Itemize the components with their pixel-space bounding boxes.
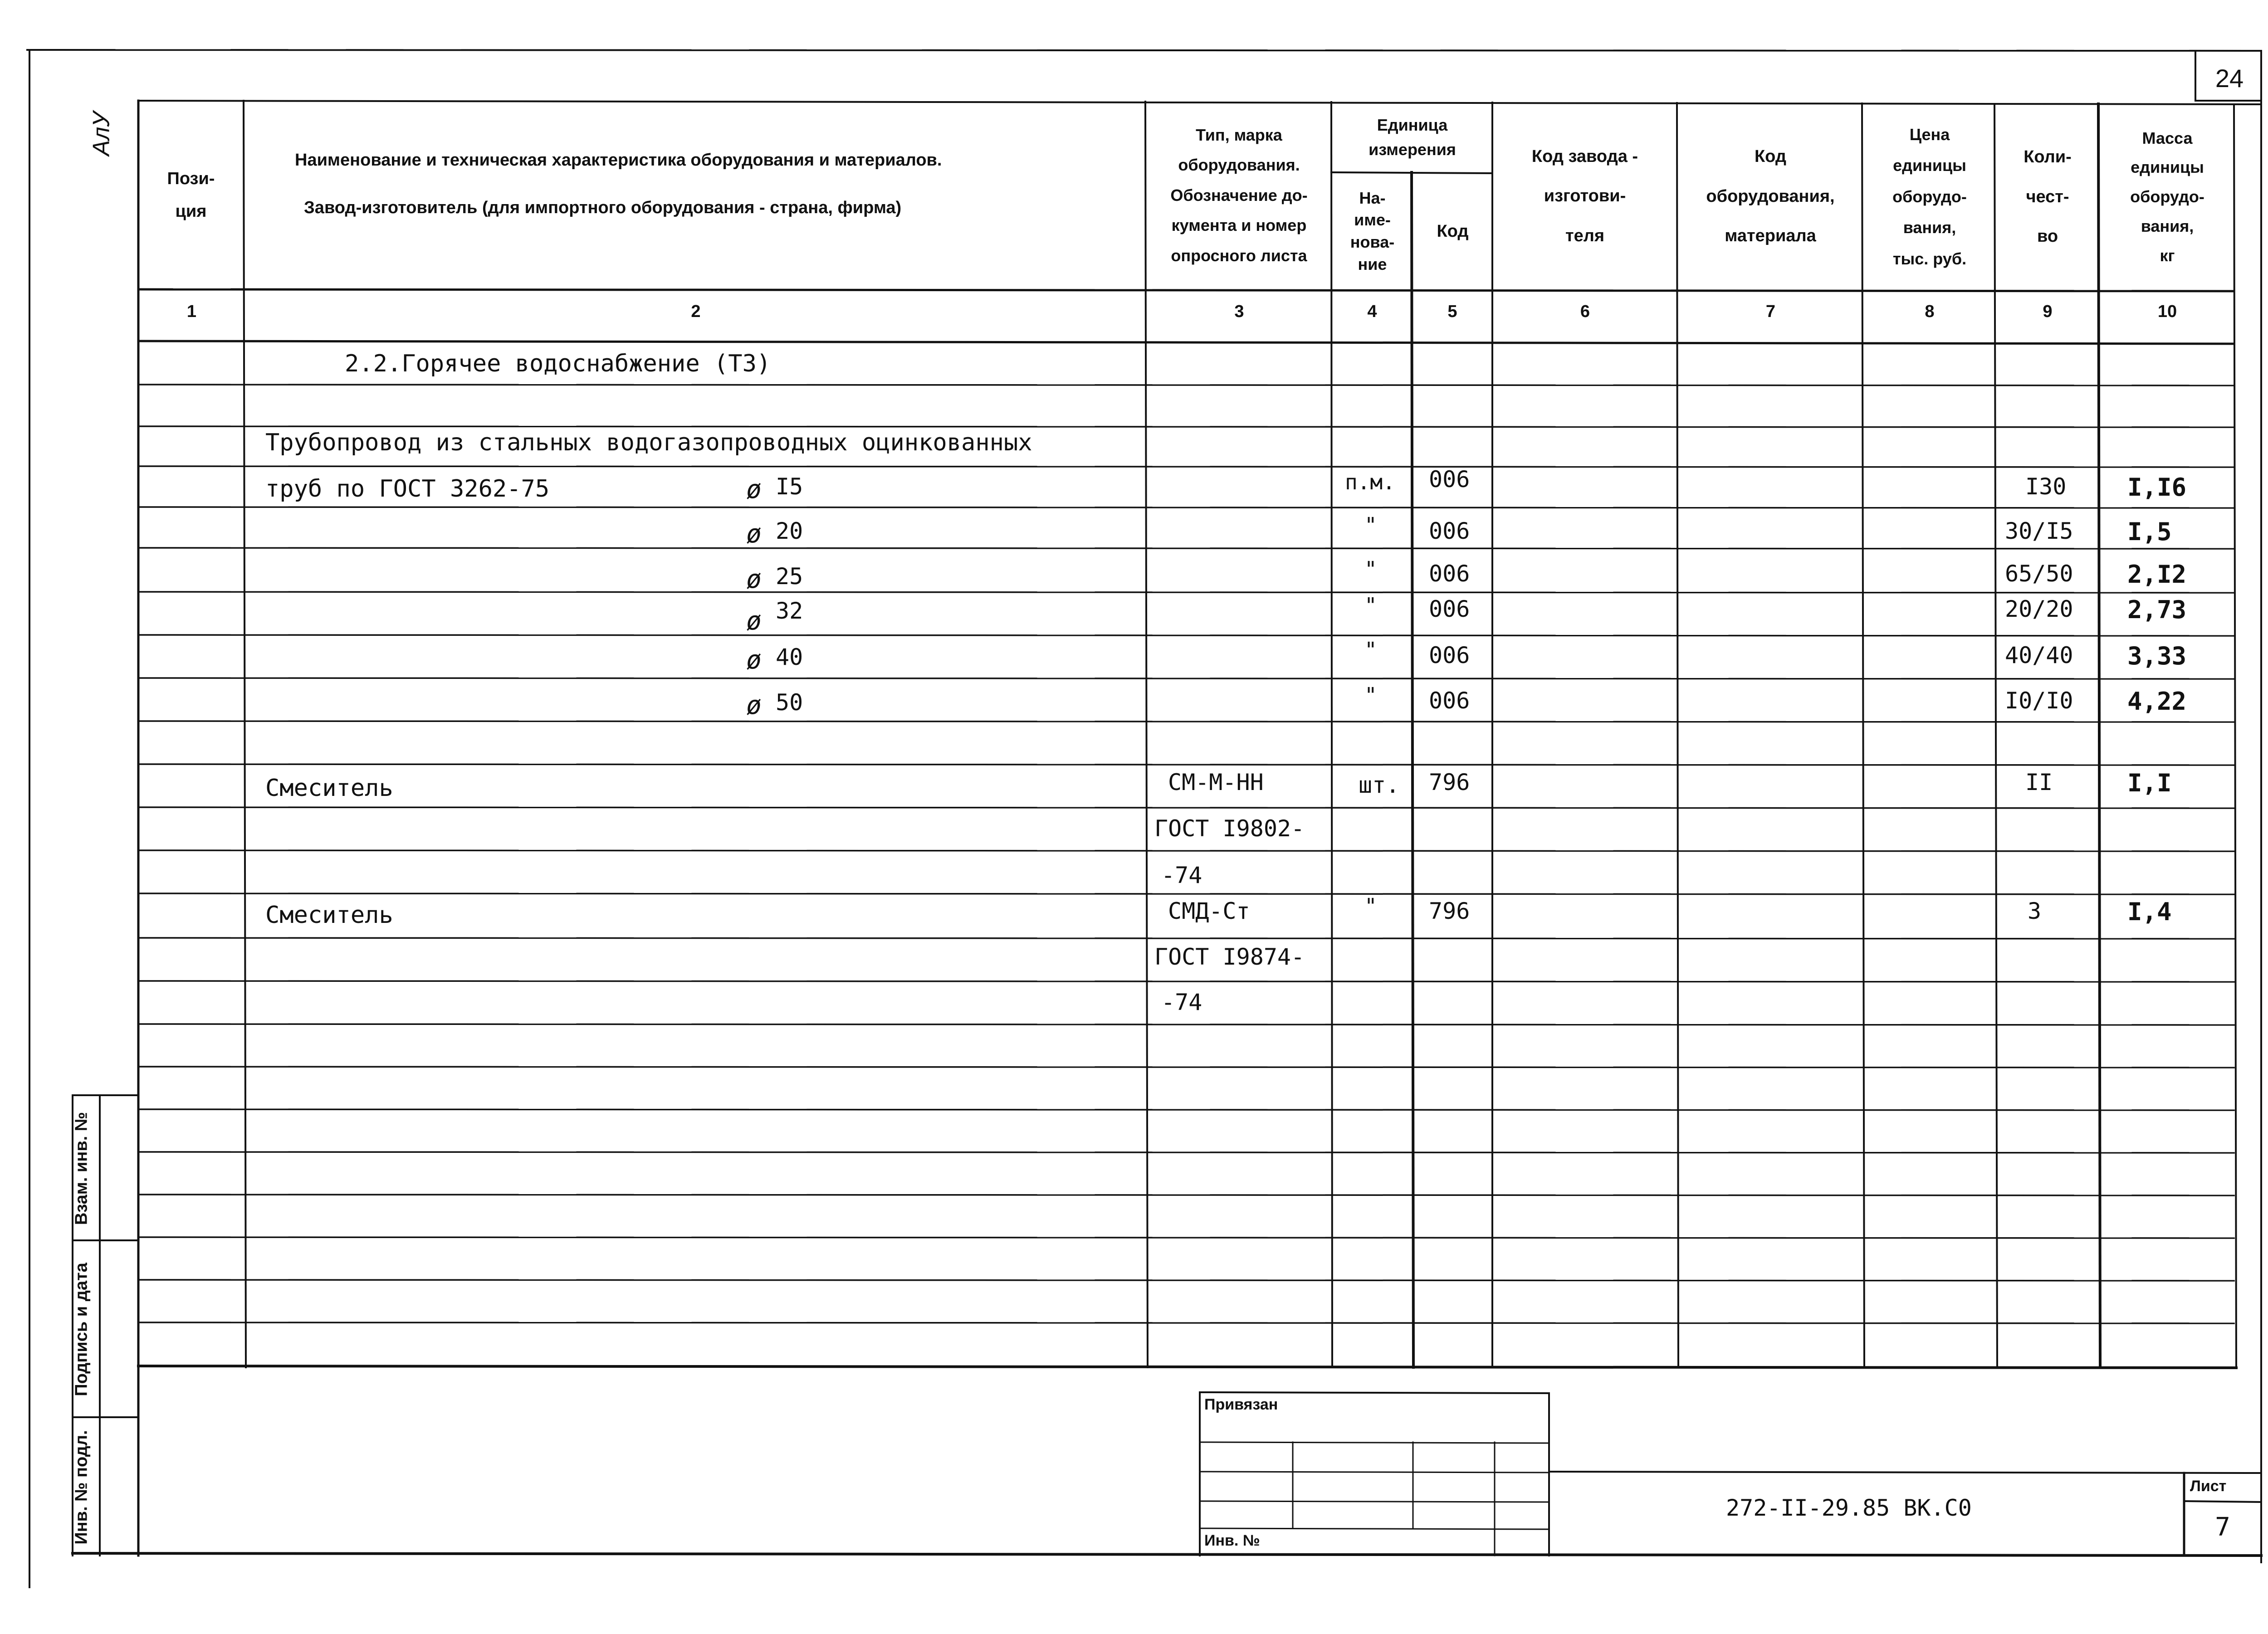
pipe-mass: 2,73 bbox=[2127, 595, 2187, 624]
column-number-2: 2 bbox=[691, 302, 701, 321]
column-number-7: 7 bbox=[1765, 302, 1776, 321]
pipe-quantity: I30 bbox=[2025, 473, 2067, 500]
pipe-diameter: 40 bbox=[776, 644, 803, 670]
mixer-code: 796 bbox=[1429, 769, 1470, 795]
pipe-code: 006 bbox=[1429, 642, 1470, 668]
pipe-code: 006 bbox=[1429, 466, 1470, 493]
pipe-code: 006 bbox=[1429, 518, 1470, 544]
pipe-unit: " bbox=[1364, 683, 1377, 707]
pipe-description-line1: Трубопровод из стальных водогазопроводных оцинкованных bbox=[265, 429, 1032, 456]
pipe-mass: I,I6 bbox=[2127, 473, 2187, 502]
diameter-icon: ø bbox=[746, 645, 762, 675]
diameter-icon: ø bbox=[746, 691, 762, 720]
margin-inv-replace: Взам. инв. № bbox=[72, 1112, 91, 1225]
header-factory-code: Код завода - изготови- теля bbox=[1531, 146, 1638, 245]
mixer-mass: I,I bbox=[2127, 769, 2172, 797]
header-equipment-code: Код оборудования, материала bbox=[1706, 147, 1835, 246]
pipe-code: 006 bbox=[1429, 561, 1470, 587]
header-type: Тип, марка оборудования. Обозначение до- кумента и номер опросного листа bbox=[1170, 125, 1308, 265]
pipe-diameter: I5 bbox=[776, 473, 803, 500]
stamp-inv-label: Инв. № bbox=[1204, 1532, 1260, 1549]
header-unit-name: На- име- нова- ние bbox=[1350, 188, 1395, 273]
pipe-quantity: 40/40 bbox=[2005, 642, 2073, 668]
header-mass: Масса единицы оборудо- вания, кг bbox=[2130, 128, 2204, 265]
mixer-mass: I,4 bbox=[2127, 897, 2172, 926]
mixer-name: Смеситель bbox=[265, 775, 393, 802]
header-position: Пози- ция bbox=[167, 169, 215, 221]
header-price: Цена единицы оборудо- вания, тыс. руб. bbox=[1892, 125, 1967, 268]
mixer-type: СМ-М-НН bbox=[1168, 769, 1264, 795]
mixer-doc-line1: ГОСТ I9802- bbox=[1154, 815, 1305, 842]
page-number: 24 bbox=[2215, 64, 2244, 93]
pipe-mass: 2,I2 bbox=[2127, 560, 2187, 589]
pipe-mass: I,5 bbox=[2127, 517, 2172, 546]
margin-inv-original: Инв. № подл. bbox=[72, 1430, 91, 1545]
pipe-unit: " bbox=[1364, 593, 1377, 618]
pipe-description-line2: труб по ГОСТ 3262-75 bbox=[265, 475, 550, 502]
side-label: АлУ bbox=[88, 112, 115, 156]
mixer-code: 796 bbox=[1429, 898, 1470, 924]
margin-sign-date: Подпись и дата bbox=[72, 1263, 91, 1396]
pipe-code: 006 bbox=[1429, 596, 1470, 622]
stamp-bound-label: Привязан bbox=[1204, 1396, 1278, 1413]
header-name-line1: Наименование и техническая характеристика оборудования и материалов. bbox=[295, 151, 942, 170]
sheet-number: 7 bbox=[2215, 1512, 2230, 1542]
header-quantity: Коли- чест- во bbox=[2024, 147, 2072, 246]
mixer-doc-line2: -74 bbox=[1161, 862, 1202, 888]
diameter-icon: ø bbox=[746, 475, 762, 504]
column-number-6: 6 bbox=[1580, 302, 1590, 321]
section-title: 2.2.Горячее водоснабжение (Т3) bbox=[345, 350, 771, 377]
pipe-diameter: 32 bbox=[776, 598, 803, 624]
mixer-doc-line2: -74 bbox=[1161, 989, 1202, 1015]
column-number-9: 9 bbox=[2043, 302, 2053, 321]
diameter-icon: ø bbox=[746, 606, 762, 636]
header-name-line2: Завод-изготовитель (для импортного оборудования - страна, фирма) bbox=[304, 198, 902, 217]
diameter-icon: ø bbox=[746, 565, 762, 594]
sheet-label: Лист bbox=[2190, 1478, 2227, 1495]
column-number-5: 5 bbox=[1447, 302, 1457, 321]
pipe-unit: " bbox=[1364, 513, 1377, 537]
column-number-1: 1 bbox=[186, 302, 197, 321]
mixer-type: СМД-Ст bbox=[1168, 898, 1250, 924]
pipe-unit: п.м. bbox=[1345, 470, 1395, 494]
mixer-unit: шт. bbox=[1359, 772, 1400, 798]
column-number-8: 8 bbox=[1925, 302, 1935, 321]
mixer-name: Смеситель bbox=[265, 902, 393, 929]
mixer-quantity: 3 bbox=[2028, 898, 2042, 924]
pipe-unit: " bbox=[1364, 557, 1377, 581]
pipe-quantity: 65/50 bbox=[2005, 561, 2073, 587]
pipe-diameter: 25 bbox=[776, 563, 803, 590]
pipe-quantity: I0/I0 bbox=[2005, 688, 2073, 714]
pipe-mass: 4,22 bbox=[2127, 687, 2187, 716]
column-number-10: 10 bbox=[2157, 302, 2177, 321]
pipe-code: 006 bbox=[1429, 688, 1470, 714]
diameter-icon: ø bbox=[746, 519, 762, 549]
header-unit: Единица измерения bbox=[1369, 116, 1456, 159]
mixer-quantity: II bbox=[2025, 769, 2053, 795]
pipe-diameter: 50 bbox=[776, 689, 803, 716]
mixer-unit: " bbox=[1364, 894, 1377, 918]
pipe-mass: 3,33 bbox=[2127, 642, 2187, 670]
pipe-unit: " bbox=[1364, 638, 1377, 662]
header-name bbox=[245, 101, 1147, 289]
column-number-3: 3 bbox=[1234, 302, 1244, 321]
column-number-4: 4 bbox=[1367, 302, 1377, 321]
document-code: 272-II-29.85 ВК.С0 bbox=[1726, 1495, 1972, 1521]
mixer-doc-line1: ГОСТ I9874- bbox=[1154, 944, 1305, 970]
pipe-quantity: 20/20 bbox=[2005, 596, 2073, 622]
pipe-diameter: 20 bbox=[776, 518, 803, 544]
header-unit-code: Код bbox=[1437, 221, 1469, 241]
pipe-quantity: 30/I5 bbox=[2005, 518, 2073, 544]
